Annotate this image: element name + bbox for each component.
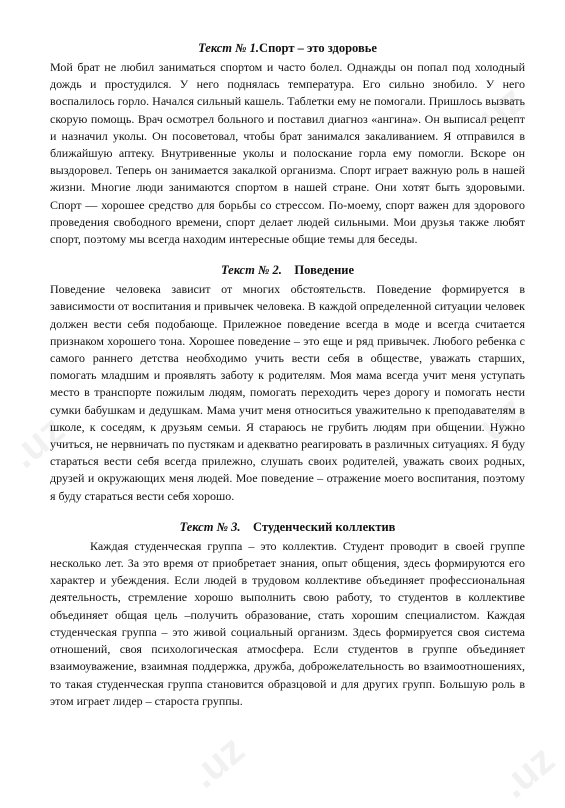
section-title: Студенческий коллектив <box>253 519 396 534</box>
section-title: Спорт – это здоровье <box>259 41 377 55</box>
watermark-4: .uz <box>182 727 253 797</box>
watermark-1: .uz <box>462 77 533 147</box>
watermark-3: .uz <box>462 387 533 457</box>
section-title: Поведение <box>294 263 355 278</box>
section-body: Каждая студенческая группа – это коллектив. Студент проводит в своей группе несколько лет. За это время от приобретает знания, опыт общения, здесь формируются его характер и убеждения. Если людей в трудовом коллективе объединяет профессиональная деятельность, стремление хорошо выполнить свою работу, то студентов в коллективе объединяет общая цель –получить образование, стать хорошим специалистом. Каждая студенческая группа – это живой социальный организм. Здесь формируется своя система отношений, своя психологическая атмосфера. Если студентов в группе объединяет взаимоуважение, взаимная поддержка, дружба, доброжелательность во взаимоотношениях, то такая студенческая группа становится образцовой и для других групп. Большую роль в этом играет лидер – староста группы. <box>50 538 525 708</box>
section-heading <box>50 519 525 536</box>
document-page <box>50 40 525 721</box>
section-number: Текст № 3. <box>179 519 241 534</box>
watermark-5: .uz <box>492 737 563 807</box>
section-body: Поведение человека зависит от многих обстоятельств. Поведение формируется в зависимости от воспитания и привычек человека. В каждой определенной ситуации человек должен вести себя подобающе. Прилежное поведение всегда в моде и всегда считается признаком хорошего тона. Хорошее поведение – это еще и ряд привычек. Любого ребенка с самого раннего детства необходимо учить вести себя в обществе, уважать старших, помогать младшим и проявлять заботу к родителям. Моя мама всегда учит меня уступать место в транспорте пожилым людям, помогать переходить через дорогу и помогать нести сумки бабушкам и дедушкам. Мама учит меня относиться уважительно к преподавателям в школе, к соседям, к друзьям семьи. Я стараюсь не грубить людям при общении. Нужно учиться, не нервничать по пустякам и адекватно реагировать в различных ситуациях. Я буду стараться вести себя всегда прилежно, слушать своих родителей, уважать своих родных, друзей и окружающих меня людей. Мое поведение – отражение моего воспитания, поэтому я буду стараться вести себя хорошо. <box>50 282 525 503</box>
section-number: Текст № 2. <box>220 263 282 278</box>
section-number: Текст № 1. <box>198 41 260 55</box>
text-section-2 <box>50 262 525 505</box>
section-heading <box>50 262 525 279</box>
watermark-2: .uz <box>2 407 73 477</box>
text-section-1 <box>50 40 525 248</box>
text-section-3 <box>50 519 525 710</box>
section-heading <box>50 40 525 57</box>
section-body: Мой брат не любил заниматься спортом и часто болел. Однажды он попал под холодный дождь и простудился. У него поднялась температура. Его сильно знобило. У него воспалилось горло. Начался сильный кашель. Таблетки ему не помогали. Пришлось вызвать скорую помощь. Врач осмотрел больного и поставил диагноз «ангина». Он выписал рецепт и назначил уколы. Он посоветовал, чтобы брат занимался закаливанием. Я отправился в ближайшую аптеку. Внутривенные уколы и полоскание горла ему помогли. Вскоре он выздоровел. Теперь он занимается закалкой организма. Спорт играет важную роль в нашей жизни. Многие люди занимаются спортом в нашей стране. Они хотят быть здоровыми. Спорт — хорошее средство для борьбы со стрессом. По-моему, спорт важен для здорового проведения свободного времени, спорт делает людей сильными. Мои друзья также любят спорт, поэтому мы всегда находим интересные общие темы для беседы. <box>50 60 525 247</box>
